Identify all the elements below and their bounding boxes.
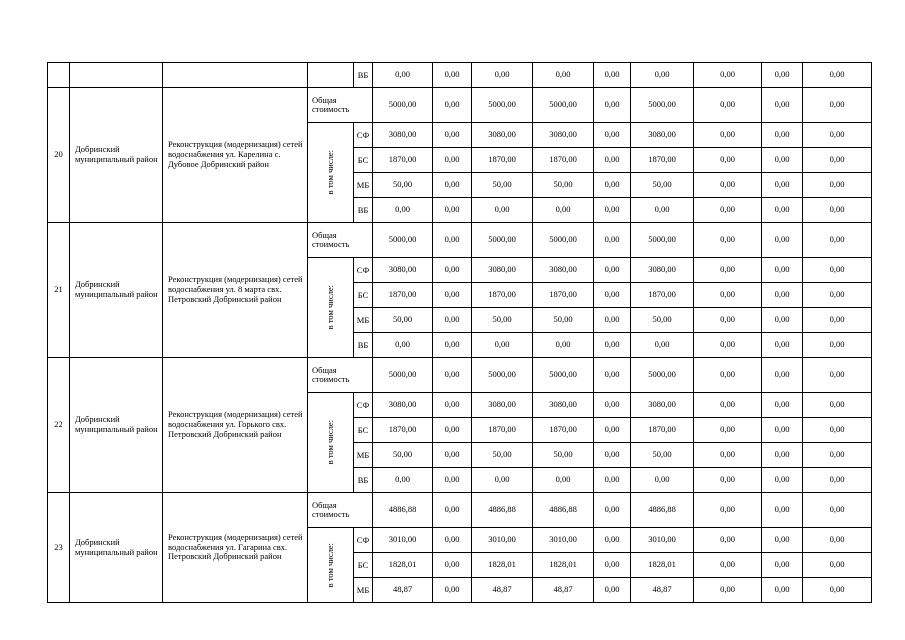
value-cell: 50,00 — [533, 173, 594, 198]
value-cell: 0,00 — [762, 578, 803, 603]
value-cell: 0,00 — [762, 283, 803, 308]
value-cell: 0,00 — [373, 468, 433, 493]
funding-source-cell: МБ — [354, 308, 373, 333]
row-number: 22 — [48, 358, 70, 493]
value-cell: 4886,88 — [631, 493, 694, 528]
value-cell: 0,00 — [594, 493, 631, 528]
district-name: Добринский муниципальный район — [70, 223, 163, 358]
value-cell: 5000,00 — [631, 88, 694, 123]
value-cell: 0,00 — [803, 283, 872, 308]
value-cell: 0,00 — [803, 173, 872, 198]
value-cell: 0,00 — [803, 493, 872, 528]
value-cell: 0,00 — [694, 333, 762, 358]
funding-source-cell: БС — [354, 283, 373, 308]
value-cell: 0,00 — [803, 443, 872, 468]
value-cell: 0,00 — [594, 358, 631, 393]
value-cell: 0,00 — [472, 468, 533, 493]
value-cell: 0,00 — [433, 198, 472, 223]
value-cell: 0,00 — [433, 493, 472, 528]
value-cell: 0,00 — [694, 223, 762, 258]
value-cell: 4886,88 — [533, 493, 594, 528]
value-cell: 0,00 — [594, 198, 631, 223]
value-cell: 3080,00 — [373, 123, 433, 148]
value-cell: 0,00 — [762, 223, 803, 258]
value-cell: 3080,00 — [472, 123, 533, 148]
table-row-total — [48, 223, 872, 258]
value-cell: 0,00 — [533, 63, 594, 88]
value-cell: 1870,00 — [533, 418, 594, 443]
value-cell: 0,00 — [631, 468, 694, 493]
value-cell: 5000,00 — [472, 223, 533, 258]
value-cell: 0,00 — [433, 418, 472, 443]
value-cell: 0,00 — [433, 333, 472, 358]
funding-source-cell: МБ — [354, 578, 373, 603]
funding-source-cell: БС — [354, 148, 373, 173]
row-number: 20 — [48, 88, 70, 223]
value-cell: 0,00 — [762, 493, 803, 528]
funding-source-cell: СФ — [354, 393, 373, 418]
value-cell: 0,00 — [472, 63, 533, 88]
value-cell: 0,00 — [694, 578, 762, 603]
value-cell: 5000,00 — [472, 88, 533, 123]
empty-cell — [70, 63, 163, 88]
value-cell: 0,00 — [594, 418, 631, 443]
value-cell: 0,00 — [803, 198, 872, 223]
value-cell: 0,00 — [433, 223, 472, 258]
funding-source-cell: ВБ — [354, 468, 373, 493]
value-cell: 0,00 — [594, 283, 631, 308]
value-cell: 3080,00 — [631, 258, 694, 283]
value-cell: 0,00 — [631, 333, 694, 358]
including-label-cell — [308, 258, 354, 358]
value-cell: 5000,00 — [631, 223, 694, 258]
table-row-total — [48, 88, 872, 123]
value-cell: 0,00 — [594, 123, 631, 148]
value-cell: 0,00 — [594, 173, 631, 198]
value-cell: 0,00 — [803, 148, 872, 173]
value-cell: 1870,00 — [373, 418, 433, 443]
value-cell: 0,00 — [803, 308, 872, 333]
value-cell: 0,00 — [433, 123, 472, 148]
value-cell: 0,00 — [694, 443, 762, 468]
value-cell: 0,00 — [433, 468, 472, 493]
value-cell: 3080,00 — [373, 258, 433, 283]
district-name: Добринский муниципальный район — [70, 493, 163, 603]
value-cell: 0,00 — [694, 258, 762, 283]
value-cell: 50,00 — [373, 308, 433, 333]
value-cell: 0,00 — [803, 553, 872, 578]
value-cell: 5000,00 — [533, 358, 594, 393]
value-cell: 0,00 — [803, 333, 872, 358]
value-cell: 5000,00 — [533, 223, 594, 258]
value-cell: 0,00 — [433, 258, 472, 283]
value-cell: 0,00 — [803, 358, 872, 393]
including-label-cell — [308, 528, 354, 603]
value-cell: 0,00 — [694, 468, 762, 493]
value-cell: 0,00 — [594, 333, 631, 358]
value-cell: 0,00 — [594, 63, 631, 88]
value-cell: 5000,00 — [472, 358, 533, 393]
project-description: Реконструкция (модернизация) сетей водоснабжения ул. Горького свх. Петровский Добринский район — [163, 358, 308, 493]
value-cell: 0,00 — [803, 63, 872, 88]
value-cell: 3010,00 — [631, 528, 694, 553]
value-cell: 0,00 — [762, 358, 803, 393]
project-description: Реконструкция (модернизация) сетей водоснабжения ул. Карелина с. Дубовое Добринский район — [163, 88, 308, 223]
value-cell: 3080,00 — [533, 123, 594, 148]
value-cell: 1870,00 — [631, 283, 694, 308]
value-cell: 0,00 — [594, 443, 631, 468]
value-cell: 0,00 — [594, 553, 631, 578]
value-cell: 3080,00 — [472, 393, 533, 418]
empty-cell — [308, 63, 354, 88]
project-description: Реконструкция (модернизация) сетей водоснабжения ул. 8 марта свх. Петровский Добринский район — [163, 223, 308, 358]
value-cell: 1828,01 — [533, 553, 594, 578]
value-cell: 0,00 — [762, 88, 803, 123]
value-cell: 0,00 — [762, 468, 803, 493]
value-cell: 3080,00 — [472, 258, 533, 283]
value-cell: 3080,00 — [631, 123, 694, 148]
value-cell: 0,00 — [433, 578, 472, 603]
value-cell: 0,00 — [694, 283, 762, 308]
value-cell: 0,00 — [803, 88, 872, 123]
total-cost-label: Общая стоимость — [308, 223, 373, 258]
value-cell: 0,00 — [803, 123, 872, 148]
value-cell: 3080,00 — [533, 258, 594, 283]
funding-source-cell: ВБ — [354, 333, 373, 358]
value-cell: 0,00 — [762, 148, 803, 173]
value-cell: 0,00 — [762, 443, 803, 468]
table-body — [48, 63, 872, 603]
funding-source-cell: ВБ — [354, 63, 373, 88]
value-cell: 1870,00 — [472, 148, 533, 173]
value-cell: 0,00 — [694, 528, 762, 553]
value-cell: 0,00 — [433, 88, 472, 123]
value-cell: 0,00 — [433, 283, 472, 308]
value-cell: 0,00 — [762, 198, 803, 223]
value-cell: 0,00 — [803, 468, 872, 493]
value-cell: 1870,00 — [373, 283, 433, 308]
funding-source-cell: БС — [354, 418, 373, 443]
value-cell: 0,00 — [433, 148, 472, 173]
empty-cell — [163, 63, 308, 88]
value-cell: 0,00 — [694, 88, 762, 123]
value-cell: 5000,00 — [373, 88, 433, 123]
value-cell: 0,00 — [594, 578, 631, 603]
value-cell: 1870,00 — [631, 418, 694, 443]
value-cell: 0,00 — [694, 308, 762, 333]
including-label: в том числе: — [324, 420, 335, 465]
value-cell: 0,00 — [433, 173, 472, 198]
value-cell: 0,00 — [533, 198, 594, 223]
value-cell: 5000,00 — [373, 223, 433, 258]
total-cost-label: Общая стоимость — [308, 358, 373, 393]
value-cell: 50,00 — [631, 308, 694, 333]
value-cell: 0,00 — [533, 468, 594, 493]
table-row-total — [48, 493, 872, 528]
value-cell: 3080,00 — [533, 393, 594, 418]
value-cell: 1870,00 — [533, 283, 594, 308]
value-cell: 0,00 — [694, 198, 762, 223]
funding-source-cell: СФ — [354, 258, 373, 283]
value-cell: 0,00 — [594, 393, 631, 418]
value-cell: 1870,00 — [533, 148, 594, 173]
funding-source-cell: СФ — [354, 123, 373, 148]
value-cell: 0,00 — [594, 148, 631, 173]
value-cell: 0,00 — [472, 198, 533, 223]
funding-source-cell: СФ — [354, 528, 373, 553]
value-cell: 0,00 — [694, 553, 762, 578]
value-cell: 1870,00 — [373, 148, 433, 173]
row-number: 23 — [48, 493, 70, 603]
value-cell: 0,00 — [694, 393, 762, 418]
value-cell: 0,00 — [373, 198, 433, 223]
value-cell: 0,00 — [762, 173, 803, 198]
value-cell: 1828,01 — [631, 553, 694, 578]
value-cell: 0,00 — [594, 88, 631, 123]
district-name: Добринский муниципальный район — [70, 358, 163, 493]
value-cell: 0,00 — [694, 418, 762, 443]
value-cell: 0,00 — [433, 443, 472, 468]
value-cell: 0,00 — [533, 333, 594, 358]
value-cell: 0,00 — [694, 358, 762, 393]
value-cell: 4886,88 — [373, 493, 433, 528]
including-label: в том числе: — [324, 150, 335, 195]
value-cell: 0,00 — [762, 308, 803, 333]
value-cell: 0,00 — [803, 418, 872, 443]
value-cell: 0,00 — [433, 358, 472, 393]
value-cell: 50,00 — [373, 173, 433, 198]
funding-source-cell: БС — [354, 553, 373, 578]
value-cell: 0,00 — [631, 198, 694, 223]
value-cell: 0,00 — [762, 333, 803, 358]
funding-source-cell: МБ — [354, 173, 373, 198]
empty-cell — [48, 63, 70, 88]
value-cell: 0,00 — [373, 333, 433, 358]
value-cell: 5000,00 — [631, 358, 694, 393]
value-cell: 3010,00 — [472, 528, 533, 553]
value-cell: 1870,00 — [472, 418, 533, 443]
value-cell: 50,00 — [631, 443, 694, 468]
value-cell: 0,00 — [472, 333, 533, 358]
value-cell: 0,00 — [694, 493, 762, 528]
funding-source-cell: МБ — [354, 443, 373, 468]
value-cell: 0,00 — [694, 63, 762, 88]
value-cell: 48,87 — [472, 578, 533, 603]
value-cell: 50,00 — [472, 443, 533, 468]
value-cell: 48,87 — [631, 578, 694, 603]
value-cell: 0,00 — [762, 418, 803, 443]
value-cell: 0,00 — [373, 63, 433, 88]
value-cell: 0,00 — [762, 258, 803, 283]
value-cell: 3010,00 — [373, 528, 433, 553]
including-label: в том числе: — [324, 285, 335, 330]
value-cell: 3010,00 — [533, 528, 594, 553]
value-cell: 0,00 — [803, 578, 872, 603]
value-cell: 4886,88 — [472, 493, 533, 528]
value-cell: 1828,01 — [373, 553, 433, 578]
value-cell: 0,00 — [433, 63, 472, 88]
value-cell: 0,00 — [762, 393, 803, 418]
value-cell: 0,00 — [594, 258, 631, 283]
value-cell: 50,00 — [533, 308, 594, 333]
value-cell: 1870,00 — [472, 283, 533, 308]
value-cell: 0,00 — [762, 553, 803, 578]
value-cell: 5000,00 — [533, 88, 594, 123]
value-cell: 0,00 — [433, 393, 472, 418]
including-label: в том числе: — [324, 542, 335, 588]
value-cell: 50,00 — [472, 308, 533, 333]
value-cell: 50,00 — [631, 173, 694, 198]
value-cell: 48,87 — [533, 578, 594, 603]
value-cell: 5000,00 — [373, 358, 433, 393]
value-cell: 3080,00 — [631, 393, 694, 418]
value-cell: 0,00 — [762, 63, 803, 88]
value-cell: 0,00 — [762, 123, 803, 148]
total-cost-label: Общая стоимость — [308, 88, 373, 123]
table-row-continuation — [48, 63, 872, 88]
value-cell: 1870,00 — [631, 148, 694, 173]
value-cell: 0,00 — [694, 173, 762, 198]
value-cell: 0,00 — [594, 468, 631, 493]
value-cell: 0,00 — [803, 393, 872, 418]
value-cell: 0,00 — [433, 308, 472, 333]
value-cell: 0,00 — [594, 308, 631, 333]
value-cell: 50,00 — [533, 443, 594, 468]
value-cell: 0,00 — [694, 123, 762, 148]
project-description: Реконструкция (модернизация) сетей водоснабжения ул. Гагарина свх. Петровский Добринский район — [163, 493, 308, 603]
value-cell: 0,00 — [433, 553, 472, 578]
row-number: 21 — [48, 223, 70, 358]
including-label-cell — [308, 123, 354, 223]
value-cell: 0,00 — [803, 258, 872, 283]
value-cell: 0,00 — [803, 528, 872, 553]
value-cell: 50,00 — [373, 443, 433, 468]
value-cell: 48,87 — [373, 578, 433, 603]
value-cell: 0,00 — [803, 223, 872, 258]
funding-source-cell: ВБ — [354, 198, 373, 223]
table-row-total — [48, 358, 872, 393]
value-cell: 3080,00 — [373, 393, 433, 418]
value-cell: 50,00 — [472, 173, 533, 198]
value-cell: 0,00 — [631, 63, 694, 88]
total-cost-label: Общая стоимость — [308, 493, 373, 528]
including-label-cell — [308, 393, 354, 493]
value-cell: 0,00 — [594, 223, 631, 258]
value-cell: 0,00 — [594, 528, 631, 553]
value-cell: 1828,01 — [472, 553, 533, 578]
district-name: Добринский муниципальный район — [70, 88, 163, 223]
value-cell: 0,00 — [433, 528, 472, 553]
value-cell: 0,00 — [762, 528, 803, 553]
value-cell: 0,00 — [694, 148, 762, 173]
financing-table — [47, 62, 872, 603]
